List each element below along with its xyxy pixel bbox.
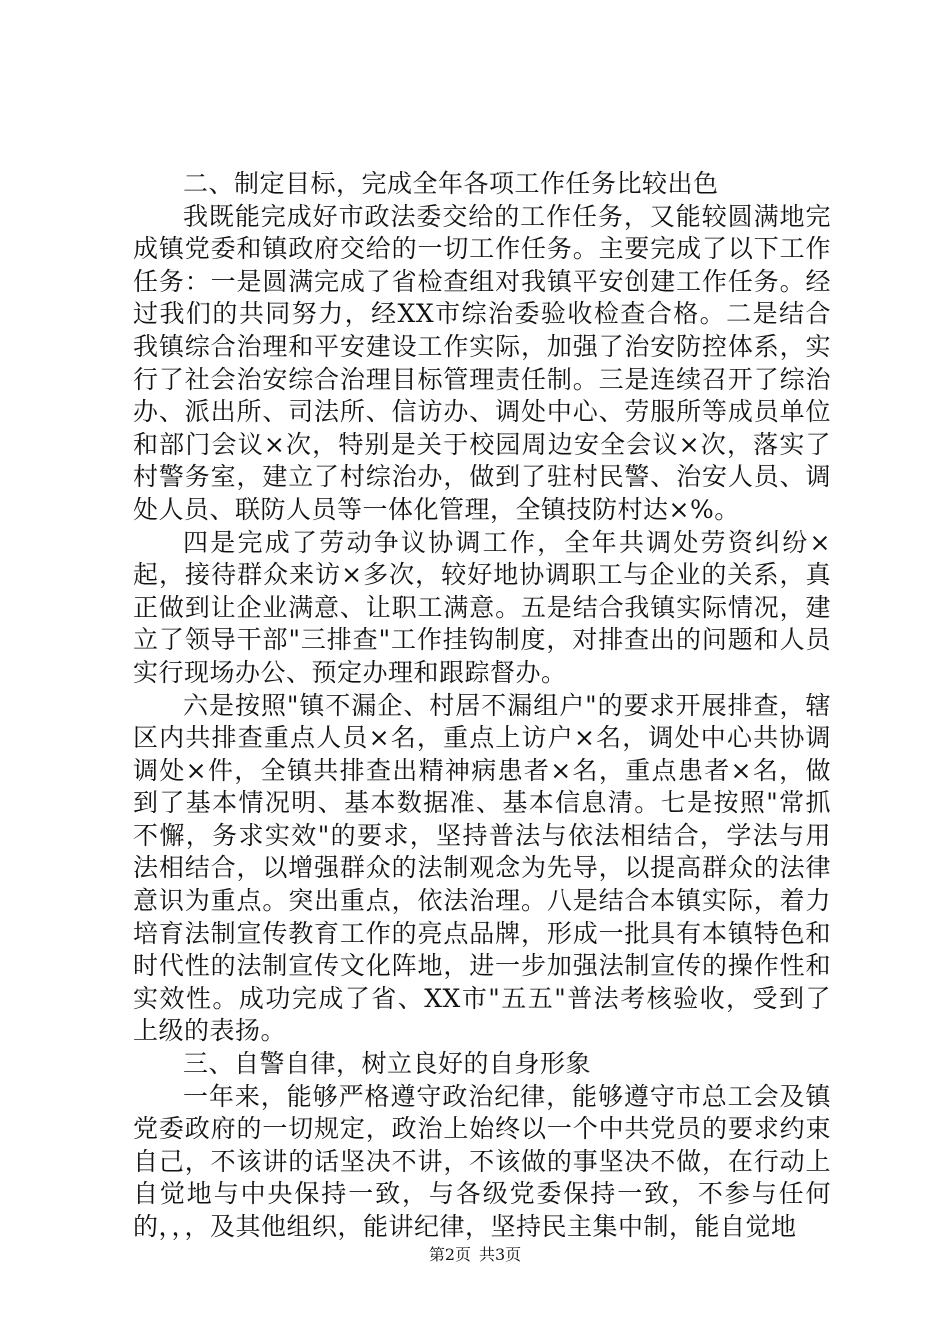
paragraph: 六是按照"镇不漏企、村居不漏组户"的要求开展排查，辖区内共排查重点人员×名，重点上访户×名，调处中心共协调调处×件，全镇共排查出精神病患者×名，重点患者×名，做到了基本情况明、基本数据准、基本信息清。七是按照"常抓不懈，务求实效"的要求，坚持普法与依法相结合，学法与用法相结合，以增强群众的法制观念为先导，以提高群众的法律意识为重点。突出重点，依法治理。八是结合本镇实际，着力培育法制宣传教育工作的亮点品牌，形成一批具有本镇特色和时代性的法制宣传文化阵地，进一步加强法制宣传的操作性和实效性。成功完成了省、XX市"五五"普法考核验收，受到了上级的表扬。 [133, 690, 831, 1046]
section-heading-3: 三、自警自律，树立良好的自身形象 [183, 1049, 592, 1079]
page-footer [0, 1245, 950, 1265]
document-body [133, 168, 831, 1244]
paragraph: 我既能完成好市政法委交给的工作任务，又能较圆满地完成镇党委和镇政府交给的一切工作任务。主要完成了以下工作任务：一是圆满完成了省检查组对我镇平安创建工作任务。经过我们的共同努力，经XX市综治委验收检查合格。二是结合我镇综合治理和平安建设工作实际，加强了治安防控体系，实行了社会治安综合治理目标管理责任制。三是连续召开了综治办、派出所、司法所、信访办、调处中心、劳服所等成员单位和部门会议×次，特别是关于校园周边安全会议×次，落实了村警务室，建立了村综治办，做到了驻村民警、治安人员、调处人员、联防人员等一体化管理，全镇技防村达×%。 [133, 201, 831, 524]
page-number: 第2页 [428, 1245, 471, 1264]
paragraph: 四是完成了劳动争议协调工作，全年共调处劳资纠纷×起，接待群众来访×多次，较好地协调职工与企业的关系，真正做到让企业满意、让职工满意。五是结合我镇实际情况，建立了领导干部"三排查"工作挂钩制度，对排查出的问题和人员实行现场办公、预定办理和跟踪督办。 [133, 527, 831, 687]
paragraph: 一年来，能够严格遵守政治纪律，能够遵守市总工会及镇党委政府的一切规定，政治上始终以一个中共党员的要求约束自己，不该讲的话坚决不讲，不该做的事坚决不做，在行动上自觉地与中央保持一致，与各级党委保持一致，不参与任何的，，，及其他组织，能讲纪律，坚持民主集中制，能自觉地 [133, 1081, 831, 1241]
page-total: 共3页 [479, 1245, 522, 1264]
section-heading-2: 二、制定目标，完成全年各项工作任务比较出色 [183, 169, 719, 198]
